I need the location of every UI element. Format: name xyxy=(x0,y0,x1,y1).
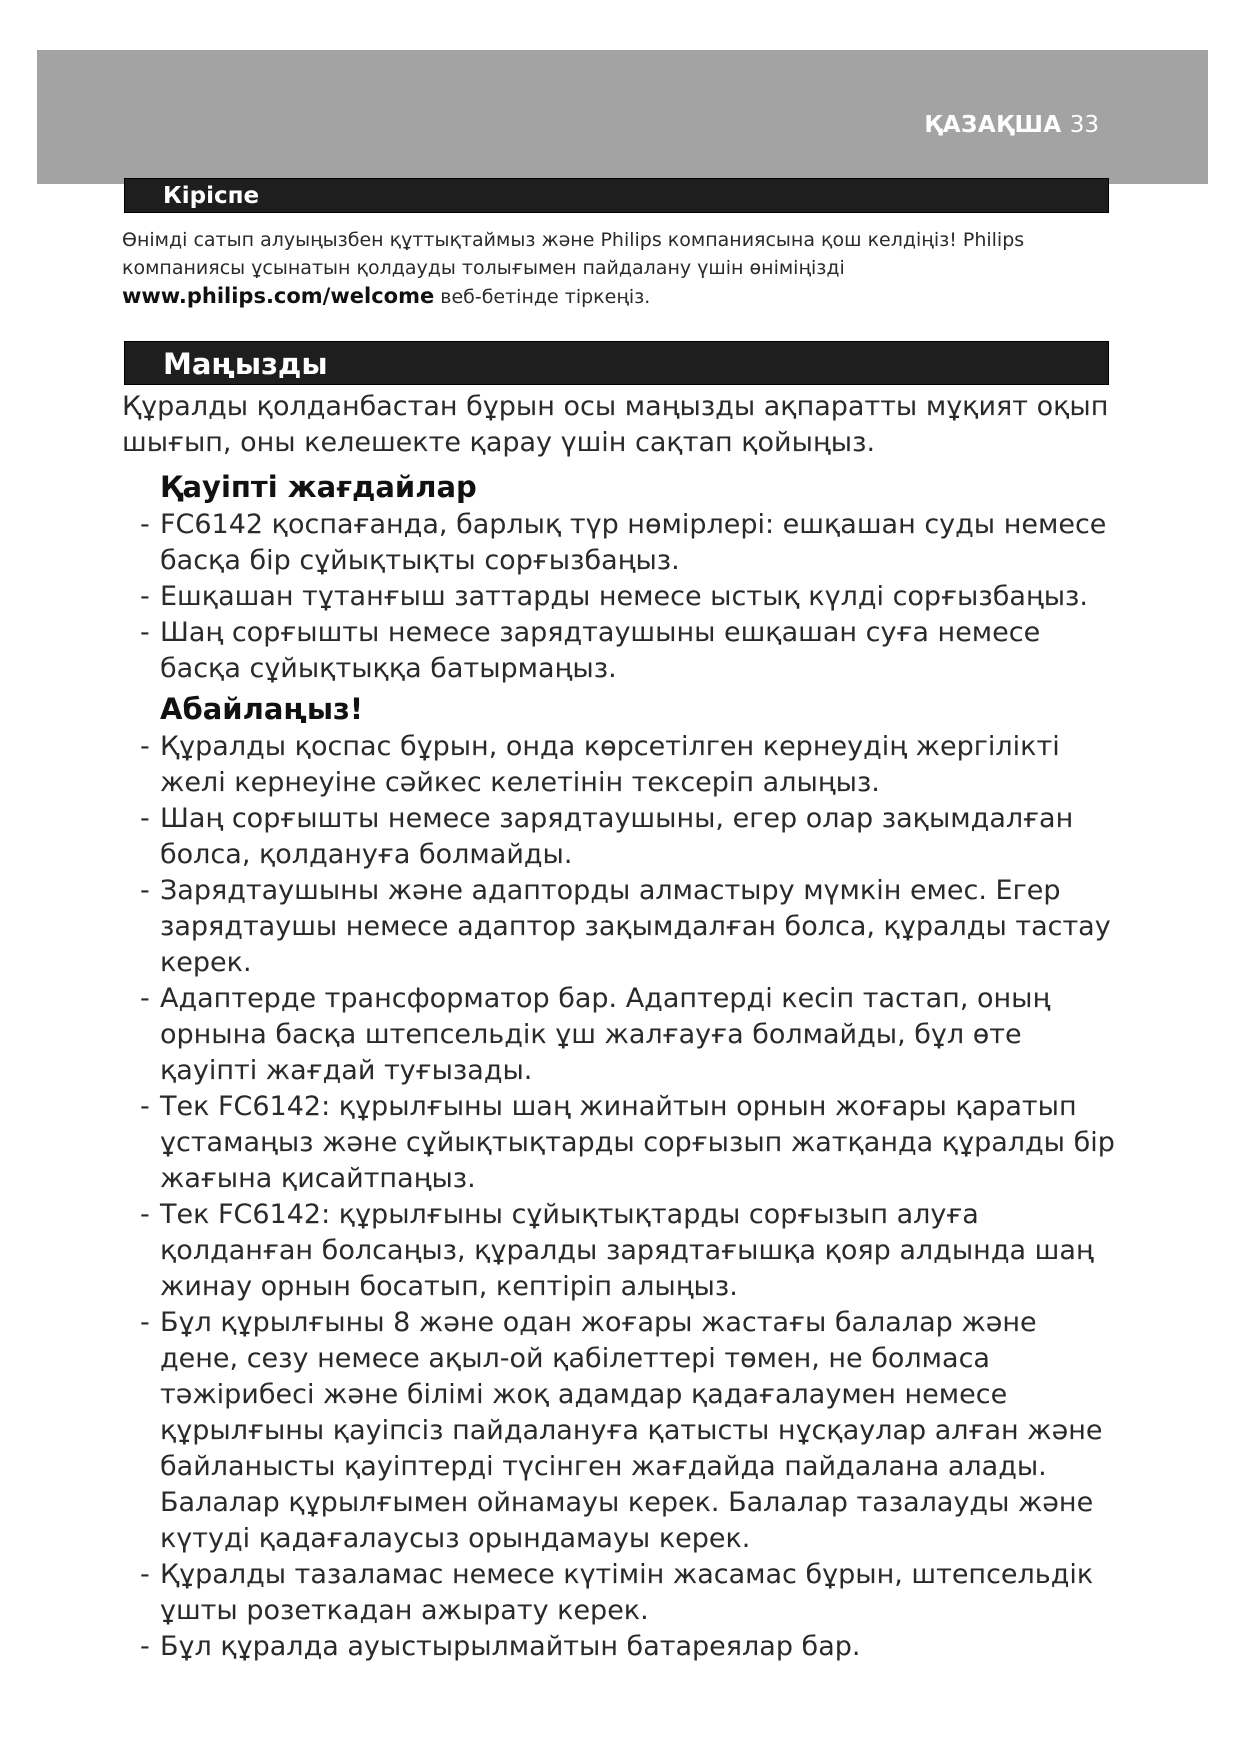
list-item xyxy=(122,801,1122,873)
list-item xyxy=(122,1557,1122,1629)
list-item-text: Ешқашан тұтанғыш заттарды немесе ыстық күлді сорғызбаңыз. xyxy=(160,581,1088,612)
list-item-text: Бұл құрылғыны 8 және одан жоғары жастағы балалар және дене, сезу немесе ақыл-ой қабілеттері төмен, не болмаса тәжірибесі және білімі жоқ адамдар қадағалаумен немесе құрылғыны қауіпсіз пайдалануға қатысты нұсқаулар алған және байланысты қауіптерді түсінген жағдайда пайдалана алады. Балалар құрылғымен ойнамауы керек. Балалар тазалауды және күтуді қадағалаусыз орындамауы керек. xyxy=(160,1307,1103,1554)
intro-paragraph xyxy=(122,226,1112,311)
caution-heading: Абайлаңыз! xyxy=(160,692,364,726)
list-dash: - xyxy=(140,731,150,762)
list-item xyxy=(122,615,1122,687)
registration-link[interactable]: www.philips.com/welcome xyxy=(122,284,435,308)
list-item xyxy=(122,1305,1122,1557)
list-dash: - xyxy=(140,803,150,834)
list-item xyxy=(122,1629,1122,1665)
list-item-text: Құралды тазаламас немесе күтімін жасамас бұрын, штепсельдік ұшты розеткадан ажырату керек. xyxy=(160,1559,1094,1626)
list-item-text: Шаң сорғышты немесе зарядтаушыны, егер олар зақымдалған болса, қолдануға болмайды. xyxy=(160,803,1074,870)
list-dash: - xyxy=(140,509,150,540)
intro-text-end: веб-бетінде тіркеңіз. xyxy=(434,286,651,308)
list-item-text: FC6142 қоспағанда, барлық түр нөмірлері: ешқашан суды немесе басқа бір сұйықтықты сорғызбаңыз. xyxy=(160,509,1107,576)
list-dash: - xyxy=(140,1199,150,1230)
list-dash: - xyxy=(140,1091,150,1122)
list-item-text: Тек FC6142: құрылғыны шаң жинайтын орнын жоғары қаратып ұстамаңыз және сұйықтықтарды сорғызып жатқанда құралды бір жағына қисайтпаңыз. xyxy=(160,1091,1115,1194)
list-item-text: Зарядтаушыны және адапторды алмастыру мүмкін емес. Егер зарядтаушы немесе адаптор зақымдалған болса, құралды тастау керек. xyxy=(160,875,1111,978)
intro-text: Өнімді сатып алуыңызбен құттықтаймыз және Philips компаниясына қош келдіңіз! Philips компаниясы ұсынатын қолдауды толығымен пайдалану үшін өніміңізді xyxy=(122,229,1025,279)
list-item xyxy=(122,579,1122,615)
list-dash: - xyxy=(140,581,150,612)
list-item-text: Шаң сорғышты немесе зарядтаушыны ешқашан суға немесе басқа сұйықтыққа батырмаңыз. xyxy=(160,617,1041,684)
list-item-text: Адаптерде трансформатор бар. Адаптерді кесіп тастап, оның орнына басқа штепсельдік ұш жалғауға болмайды, бұл өте қауіпті жағдай туғызады. xyxy=(160,983,1051,1086)
important-section-title: Маңызды xyxy=(124,341,1109,385)
list-dash: - xyxy=(140,1307,150,1338)
list-item xyxy=(122,981,1122,1089)
page-header xyxy=(924,112,1099,138)
important-lead: Құралды қолданбастан бұрын осы маңызды ақпаратты мұқият оқып шығып, оны келешекте қарау үшін сақтап қойыңыз. xyxy=(122,391,1109,458)
intro-section-title: Кіріспе xyxy=(124,178,1109,213)
language-label: ҚАЗАҚША xyxy=(924,112,1062,138)
list-item xyxy=(122,729,1122,801)
caution-list xyxy=(122,729,1122,1665)
page-number: 33 xyxy=(1069,112,1099,138)
list-dash: - xyxy=(140,875,150,906)
list-dash: - xyxy=(140,1631,150,1662)
list-dash: - xyxy=(140,983,150,1014)
danger-list xyxy=(122,507,1122,687)
list-item-text: Құралды қоспас бұрын, онда көрсетілген кернеудің жергілікті желі кернеуіне сәйкес келетінін тексеріп алыңыз. xyxy=(160,731,1060,798)
list-dash: - xyxy=(140,617,150,648)
list-item-text: Бұл құралда ауыстырылмайтын батареялар бар. xyxy=(160,1631,861,1662)
important-section xyxy=(122,389,1122,1665)
list-item xyxy=(122,1197,1122,1305)
list-dash: - xyxy=(140,1559,150,1590)
list-item xyxy=(122,873,1122,981)
list-item xyxy=(122,507,1122,579)
list-item-text: Тек FC6142: құрылғыны сұйықтықтарды сорғызып алуға қолданған болсаңыз, құралды зарядтағышқа қояр алдында шаң жинау орнын босатып, кептіріп алыңыз. xyxy=(160,1199,1094,1302)
danger-heading: Қауіпті жағдайлар xyxy=(160,470,477,504)
list-item xyxy=(122,1089,1122,1197)
